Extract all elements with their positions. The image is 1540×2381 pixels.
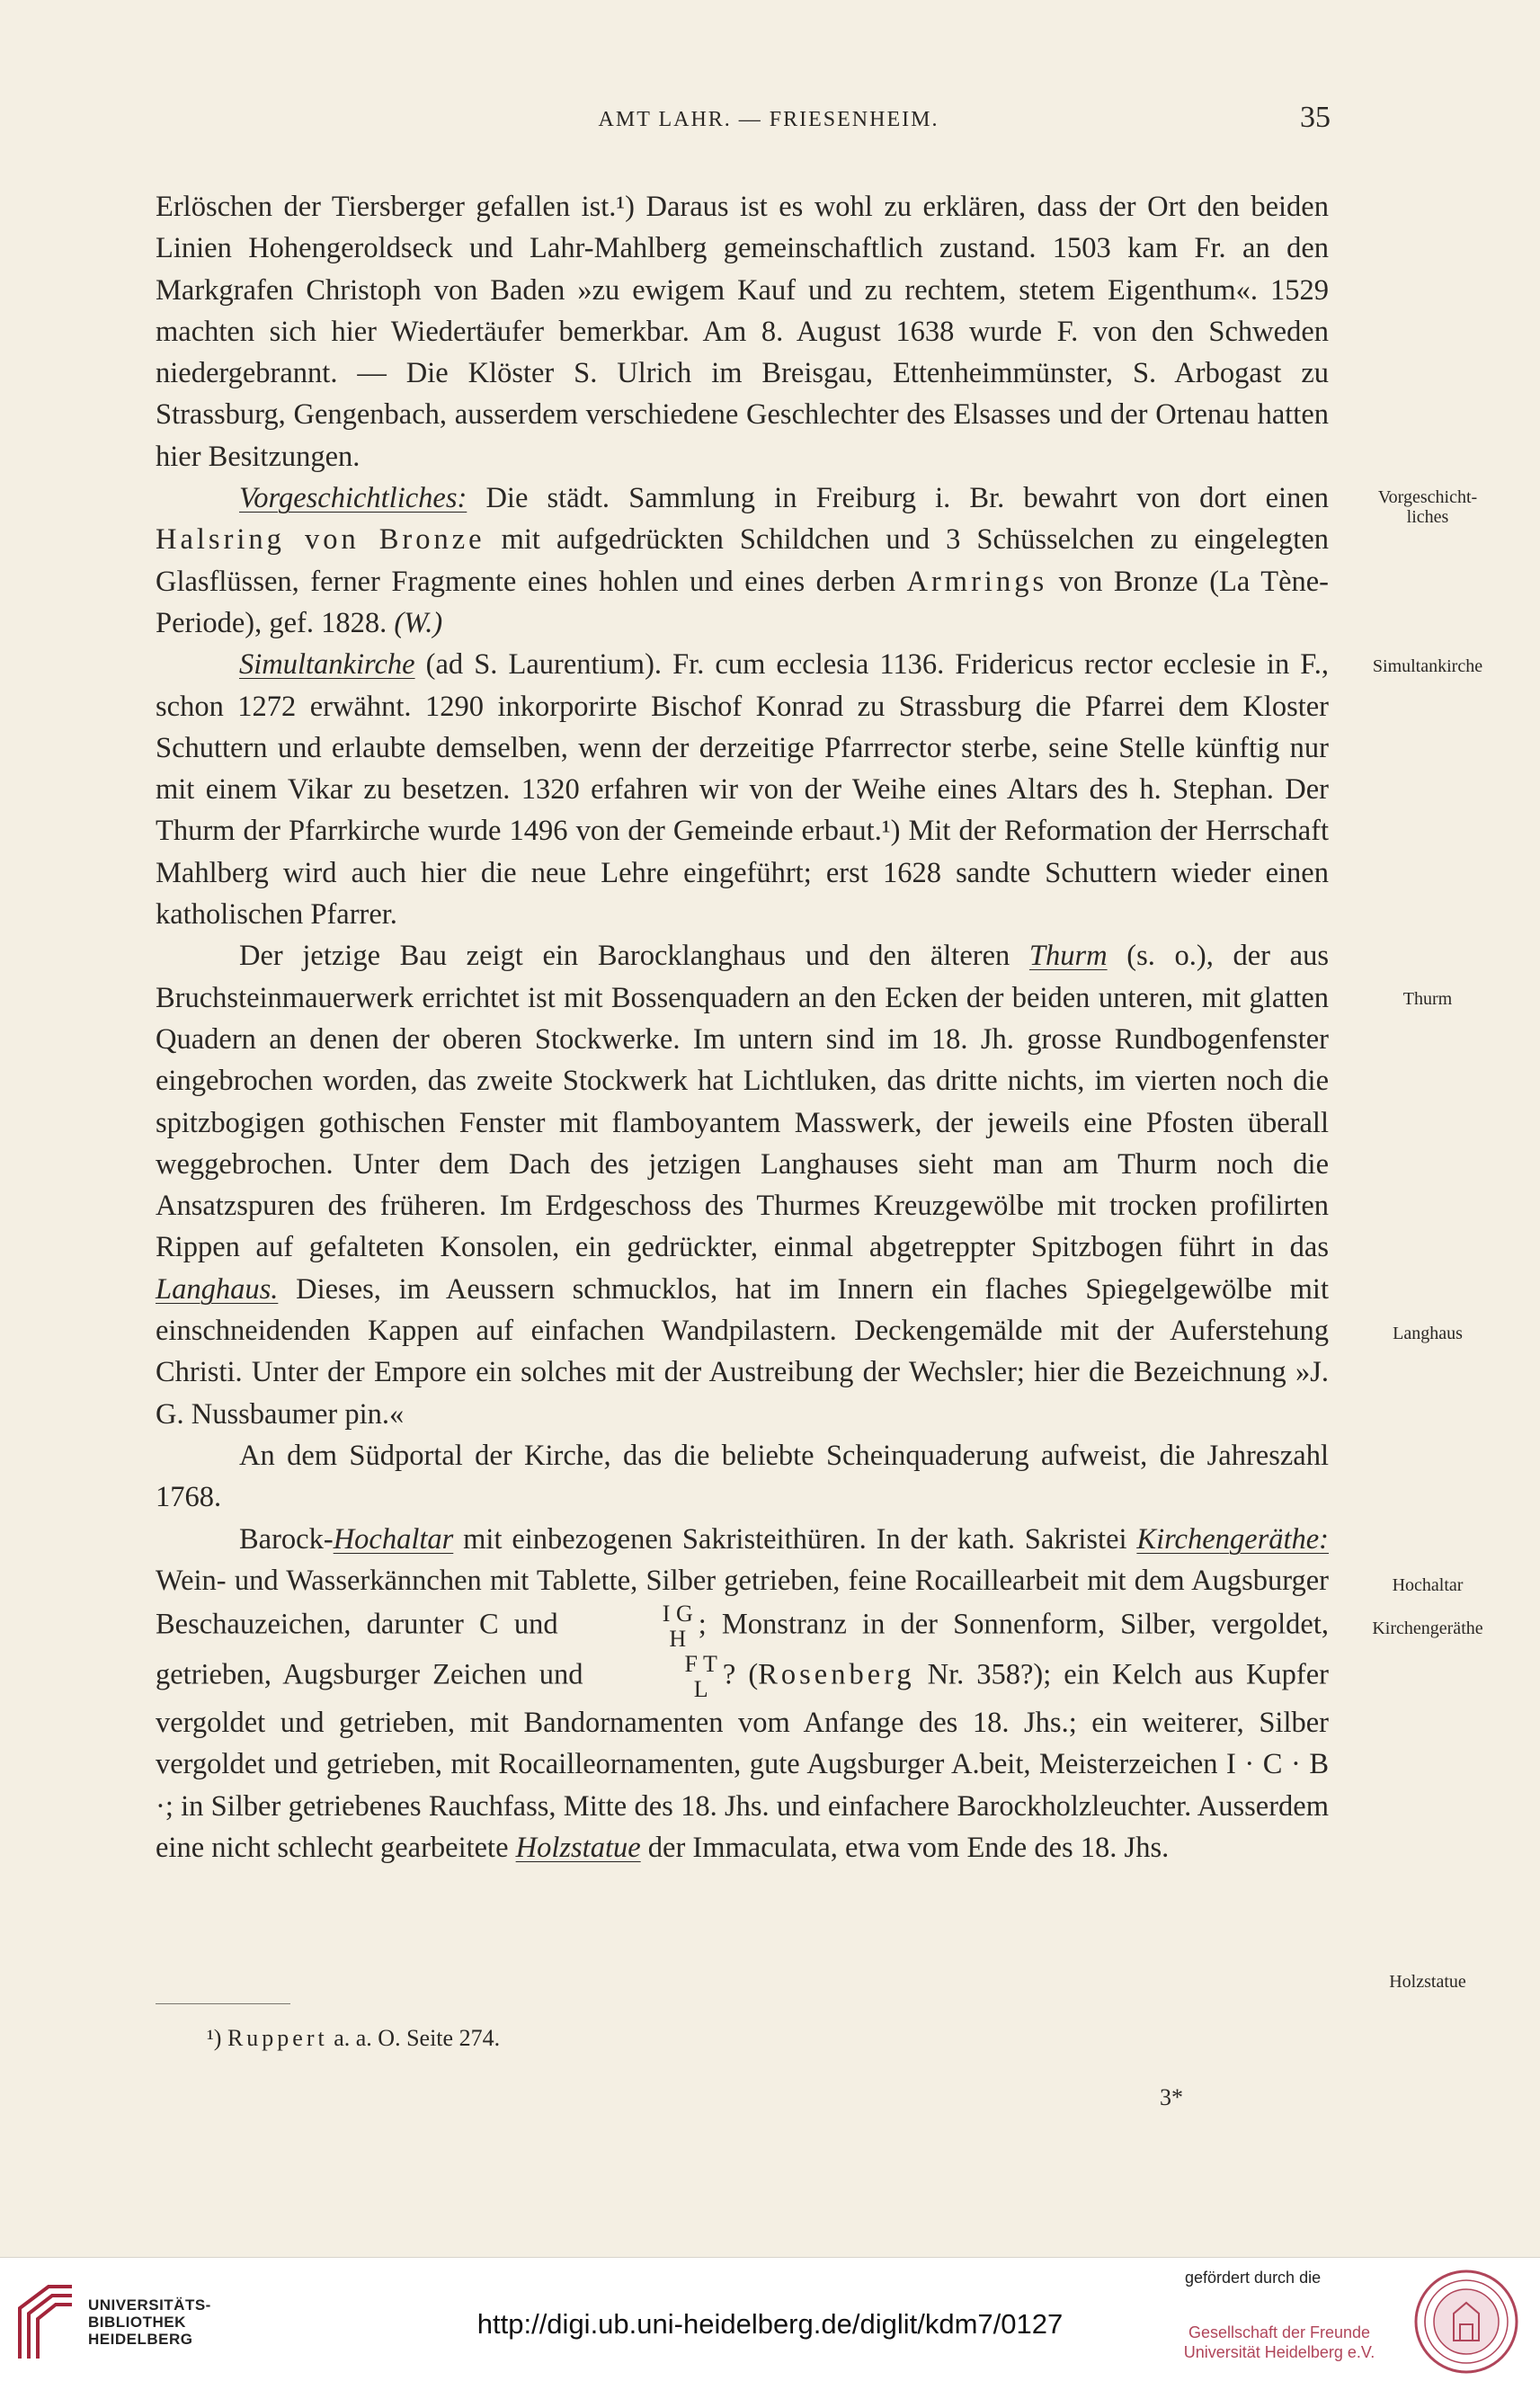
footnote-author: Ruppert	[227, 2025, 328, 2051]
margin-note-holzstatue: Holzstatue	[1389, 1972, 1466, 1992]
sponsor-name	[1176, 2323, 1383, 2362]
term-hochaltar: Hochaltar	[333, 1522, 454, 1556]
margin-note-line: liches	[1406, 507, 1449, 527]
page-number: 35	[1300, 101, 1331, 134]
text-run: Dieses, im Aeussern schmucklos, hat im Innern ein flaches Spiegelgewölbe mit einschneidenden Kappen auf einfachen Wandpilastern. Deckengemälde mit der Auferstehung Christi. Unter der Empore ein solches mit der Austreibung der Wechsler; hier die Bezeichnung »J. G. Nussbaumer pin.«	[156, 1272, 1329, 1431]
spaced-term-rosenberg: Rosenberg	[758, 1658, 915, 1691]
paragraph-thurm	[156, 935, 1329, 1435]
term-kirchengeraethe: Kirchengeräthe:	[1136, 1522, 1329, 1556]
library-name-line: UNIVERSITÄTS-	[88, 2296, 211, 2314]
section-heading-simultankirche: Simultankirche	[239, 648, 415, 682]
sheet-signature: 3*	[1160, 2084, 1183, 2110]
term-holzstatue: Holzstatue	[515, 1831, 641, 1864]
library-name-line: HEIDELBERG	[88, 2331, 193, 2348]
text-run: mit aufgedrückten Schildchen und 3 Schüsselchen zu eingelegten Glasflüssen, ferner Fragmente eines hohlen und eines derben	[156, 523, 1330, 598]
text-run: von Bronze (La Tène-Periode), gef. 1828.	[156, 565, 1329, 639]
term-thurm: Thurm	[1028, 940, 1108, 973]
text-run: ; Monstranz in der Sonnenform, Silber, vergoldet, getrieben, Augsburger Zeichen und	[156, 1608, 1329, 1691]
permalink-url[interactable]: http://digi.ub.uni-heidelberg.de/diglit/kdm7/0127	[476, 2308, 1064, 2340]
section-heading-vorgeschichtliches: Vorgeschichtliches:	[239, 482, 467, 515]
margin-note-vorgeschichtliches	[1347, 487, 1509, 527]
margin-note-thurm: Thurm	[1402, 989, 1453, 1009]
maker-mark-top: I G	[662, 1601, 693, 1627]
digitization-footer	[0, 2257, 1540, 2381]
text-run: Die städt. Sammlung in Freiburg i. Br. bewahrt von dort einen	[467, 482, 1329, 515]
paragraph-hochaltar	[156, 1519, 1329, 1869]
text-run: ? (	[722, 1658, 759, 1691]
footnote-rule	[156, 2003, 290, 2004]
running-head: AMT LAHR. — FRIESENHEIM.	[598, 108, 939, 131]
text-run: mit einbezogenen Sakristeithüren. In der kath. Sakristei	[453, 1522, 1137, 1556]
paragraph-suedportal: An dem Südportal der Kirche, das die beliebte Scheinquaderung aufweist, die Jahreszahl 1768.	[156, 1439, 1329, 1514]
spaced-term-halsring: Halsring von Bronze	[156, 523, 485, 557]
term-langhaus: Langhaus.	[156, 1272, 279, 1306]
margin-note-line: Vorgeschicht-	[1377, 487, 1478, 507]
sponsor-line: Universität Heidelberg e.V.	[1183, 2343, 1375, 2361]
maker-mark-ftl	[601, 1652, 717, 1702]
maker-mark-top: F T	[684, 1651, 717, 1678]
university-seal-icon	[1413, 2269, 1519, 2375]
maker-mark-bottom: H	[669, 1626, 687, 1653]
footnote	[207, 2025, 500, 2052]
text-run: Der jetzige Bau zeigt ein Barocklanghaus und den älteren	[239, 940, 1029, 973]
text-run: der Immaculata, etwa vom Ende des 18. Jhs.	[640, 1831, 1170, 1864]
text-run: Barock-	[239, 1522, 334, 1556]
margin-note-simultankirche: Simultankirche	[1372, 656, 1483, 676]
author-signature: (W.)	[394, 606, 443, 639]
text-run: Nr. 358?); ein Kelch aus Kupfer vergoldet und getrieben, mit Bandornamenten vom Anfange des 18. Jhs.; ein weiterer, Silber vergoldet und getrieben, mit Rocailleornamenten, gute Augsburger A.beit, Meisterzeichen I · C · B ·; in Silber getriebenes Rauchfass, Mitte des 18. Jhs. und einfachere Barockholzleuchter. Ausserdem eine nicht schlecht gearbeitete	[156, 1658, 1329, 1864]
sponsor-intro: gefördert durch die	[1185, 2269, 1322, 2287]
paragraph-vorgeschichtliches	[156, 477, 1329, 644]
paragraph-1: Erlöschen der Tiersberger gefallen ist.¹) Daraus ist es wohl zu erklären, dass der Ort den beiden Linien Hohengeroldseck und Lahr-Mahlberg gemeinschaftlich zustand. 1503 kam Fr. an den Markgrafen Christoph von Baden »zu ewigem Kauf und zu rechtem, stetem Eigenthum«. 1529 machten sich hier Wiedertäufer bemerkbar. Am 8. August 1638 wurde F. von den Schweden niedergebrannt. — Die Klöster S. Ulrich im Breisgau, Ettenheimmünster, S. Arbogast zu Strassburg, Gengenbach, ausserdem verschiedene Geschlechter des Elsasses und der Ortenau hatten hier Besitzungen.	[156, 191, 1329, 473]
sponsor-line: Gesellschaft der Freunde	[1188, 2323, 1371, 2341]
paragraph-simultankirche	[156, 644, 1329, 935]
margin-note-langhaus: Langhaus	[1393, 1324, 1463, 1343]
library-name-line: BIBLIOTHEK	[88, 2314, 186, 2331]
footnote-mark: ¹)	[207, 2025, 222, 2051]
main-text	[156, 186, 1329, 1868]
maker-mark-igh	[579, 1601, 693, 1652]
margin-note-kirchengeraethe: Kirchengeräthe	[1372, 1619, 1483, 1638]
footnote-text: a. a. O. Seite 274.	[327, 2025, 501, 2051]
spaced-term-armrings: Armrings	[906, 565, 1048, 598]
text-run: (s. o.), der aus Bruchsteinmauerwerk errichtet ist mit Bossenquadern an den Ecken der beiden unteren, mit glatten Quadern an denen der oberen Stockwerke. Im untern sind im 18. Jh. grosse Rundbogenfenster eingebrochen worden, das zweite Stockwerk hat Lichtluken, das dritte nichts, im vierten noch die spitzbogigen gothischen Fenster mit flamboyantem Masswerk, der jeweils eine Pfosten überall weggebrochen. Unter dem Dach des jetzigen Langhauses sieht man am Thurm noch die Ansatzspuren des früheren. Im Erdgeschoss des Thurmes Kreuzgewölbe mit trocken profilirten Rippen auf gefalteten Konsolen, ein gedrückter, einmal abgetreppter Spitzbogen führt in das	[156, 940, 1329, 1264]
maker-mark-bottom: L	[693, 1676, 708, 1703]
text-run: Wein- und Wasserkännchen mit Tablette, Silber getrieben, feine Rocaillearbeit mit dem Augsburger Beschauzeichen, darunter C und	[156, 1564, 1329, 1641]
margin-note-hochaltar: Hochaltar	[1392, 1575, 1464, 1595]
text-run: (ad S. Laurentium). Fr. cum ecclesia 1136. Fridericus rector ecclesie in F., schon 1272 erwähnt. 1290 inkorporirte Bischof Konrad zu Strassburg die Pfarrei dem Kloster Schuttern und erlaubte demselben, wenn der derzeitige Pfarrrector sterbe, seine Stelle künftig nur mit einem Vikar zu besetzen. 1320 erfahren wir von der Weihe eines Altars des h. Stephan. Der Thurm der Pfarrkirche wurde 1496 von der Gemeinde erbaut.¹) Mit der Reformation der Herrschaft Mahlberg wird auch hier die neue Lehre eingeführt; erst 1628 sandte Schuttern wieder einen katholischen Pfarrer.	[156, 648, 1329, 932]
